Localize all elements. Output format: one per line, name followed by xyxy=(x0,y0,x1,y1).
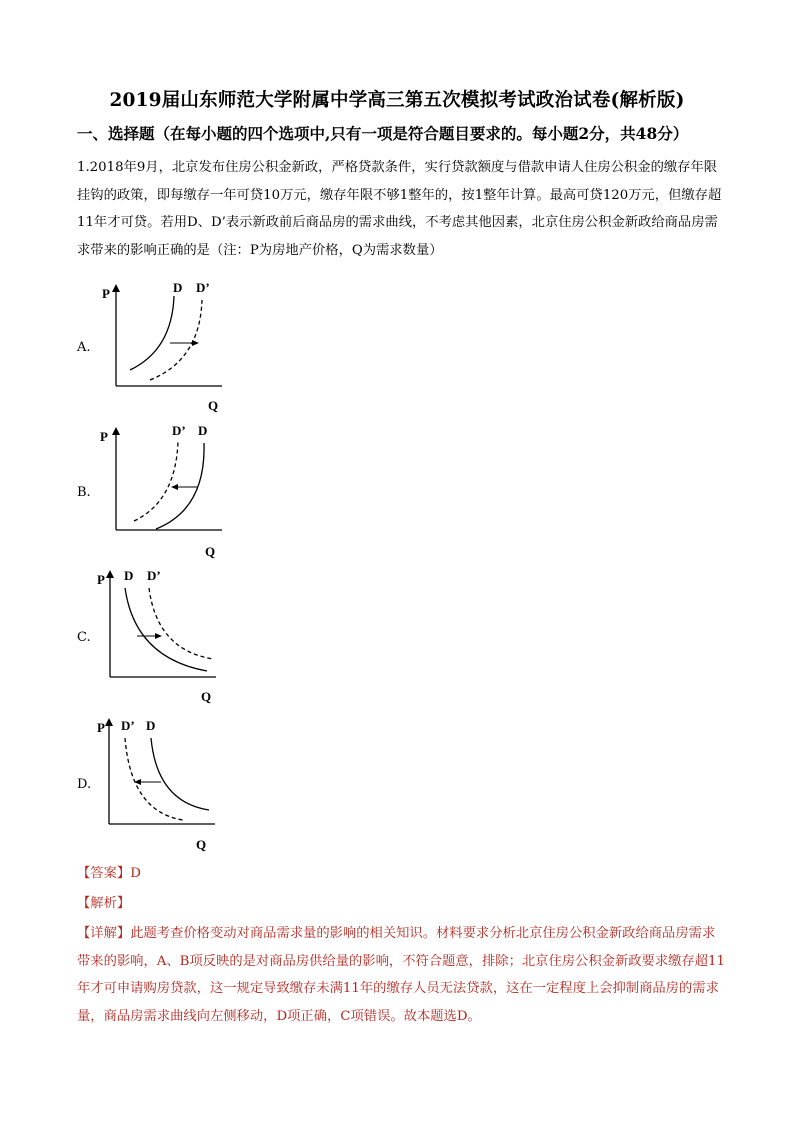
q-axis-label: Q xyxy=(201,689,212,704)
curve-label-d-prime: D’ xyxy=(147,568,161,583)
p-axis-arrow xyxy=(112,427,120,435)
option-a-graph xyxy=(100,282,230,417)
curve-label-d: D xyxy=(173,280,183,295)
p-axis-label: P xyxy=(100,429,108,444)
answer-line xyxy=(77,862,141,881)
curve-d xyxy=(130,296,174,370)
option-d-graph xyxy=(95,714,225,854)
curve-label-d-prime: D’ xyxy=(172,423,186,438)
q-axis-label: Q xyxy=(196,837,207,852)
option-c-label: C. xyxy=(77,630,91,645)
p-axis-arrow xyxy=(106,570,114,578)
shift-arrow-head xyxy=(171,484,178,490)
option-c-graph xyxy=(95,568,225,703)
question-stem-text: 1.2018年9月，北京发布住房公积金新政，严格贷款条件，实行贷款额度与借款申请人住房公积金的缴存年限挂钩的政策，即每缴存一年可贷10万元，缴存年限不够1整年的，按1整年计算。最高可贷120万元，但缴存超11年才可贷。若用D、D’表示新政前后商品房的需求曲线，不考虑其他因素，北京住房公积金新政给商品房需求带来的影响正确的是（注：P为房地产价格，Q为需求数量） xyxy=(77,160,722,258)
shift-arrow-head xyxy=(192,340,199,346)
q-axis-label: Q xyxy=(208,398,219,413)
curve-label-d-prime: D’ xyxy=(121,718,135,733)
section-heading: 一、选择题（在每小题的四个选项中,只有一项是符合题目要求的。每小题2分，共48分） xyxy=(77,124,689,143)
p-axis-label: P xyxy=(97,572,105,587)
analysis-heading: 【解析】 xyxy=(77,896,131,911)
curve-d-prime xyxy=(150,300,202,380)
shift-arrow-head xyxy=(155,633,162,639)
q-axis-label: Q xyxy=(205,544,216,559)
curve-d-prime xyxy=(149,588,213,659)
p-axis-arrow xyxy=(105,718,113,726)
curve-d xyxy=(125,588,207,671)
paper-title: 2019届山东师范大学附属中学高三第五次模拟考试政治试卷(解析版) xyxy=(109,90,685,111)
p-axis-label: P xyxy=(102,286,110,301)
shift-arrow-head xyxy=(134,779,141,785)
answer-tag: 【答案】 xyxy=(77,866,131,881)
answer-value: D xyxy=(130,866,141,881)
option-b-graph xyxy=(98,425,228,560)
curve-label-d: D xyxy=(146,718,156,733)
curve-d-prime xyxy=(134,441,178,521)
option-b-label: B. xyxy=(77,485,91,500)
curve-d xyxy=(151,738,209,810)
curve-label-d: D xyxy=(198,423,208,438)
curve-d xyxy=(156,443,204,529)
p-axis-arrow xyxy=(112,284,120,292)
detail-tag: 【详解】 xyxy=(77,926,131,941)
detail-explanation xyxy=(77,920,727,1030)
option-a-label: A. xyxy=(77,340,91,355)
detail-text: 此题考查价格变动对商品需求量的影响的相关知识。材料要求分析北京住房公积金新政给商品房需求带来的影响，A、B项反映的是对商品房供给量的影响，不符合题意，排除；北京住房公积金新政要求缴存超11年才可申请购房贷款，这一规定导致缴存未满11年的缴存人员无法贷款，这在一定程度上会抑制商品房的需求量，商品房需求曲线向左侧移动，D项正确，C项错误。故本题选D。 xyxy=(77,926,725,1024)
question-stem xyxy=(77,154,727,264)
option-d-label: D. xyxy=(77,777,92,792)
curve-d-prime xyxy=(125,738,183,820)
p-axis-label: P xyxy=(97,720,105,735)
curve-label-d-prime: D’ xyxy=(196,280,210,295)
curve-label-d: D xyxy=(124,568,134,583)
